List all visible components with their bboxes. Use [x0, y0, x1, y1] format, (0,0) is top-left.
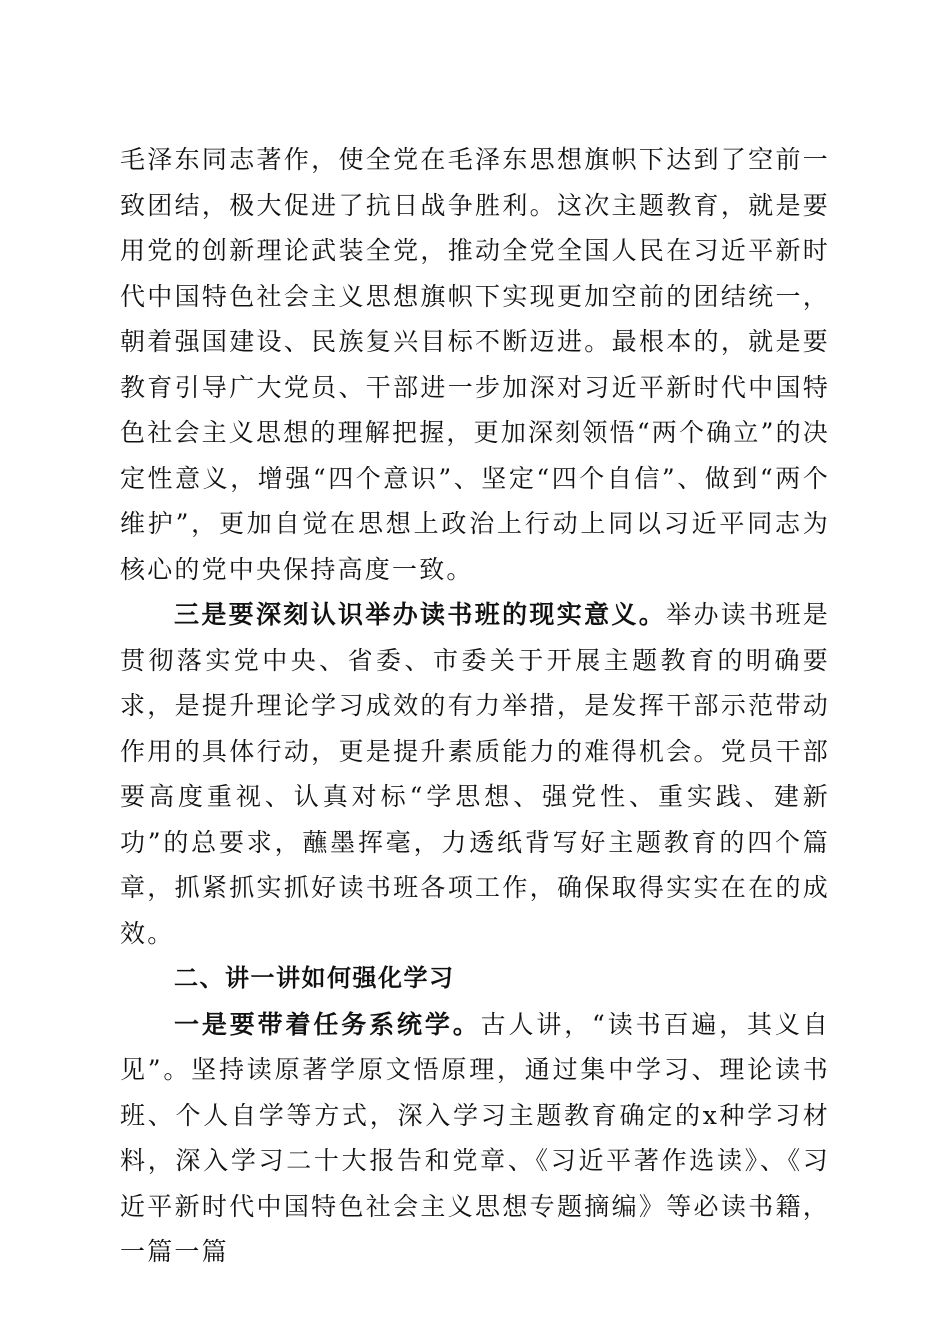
paragraph-lead: 一是要带着任务系统学。 — [174, 1009, 481, 1039]
paragraph-text: 举办读书班是贯彻落实党中央、省委、市委关于开展主题教育的明确要求，是提升理论学习成效的有力举措，是发挥干部示范带动作用的具体行动，更是提升素质能力的难得机会。党员干部要高度重视、认真对标“学思想、强党性、重实践、建新功”的总要求，蘸墨挥毫，力透纸背写好主题教育的四个篇章，抓紧抓实抓好读书班各项工作，确保取得实实在在的成效。 — [120, 600, 831, 948]
document-body — [120, 137, 830, 1275]
paragraph-continuation — [120, 137, 830, 592]
paragraph-text: 毛泽东同志著作，使全党在毛泽东思想旗帜下达到了空前一致团结，极大促进了抗日战争胜利。这次主题教育，就是要用党的创新理论武装全党，推动全党全国人民在习近平新时代中国特色社会主义思想旗帜下实现更加空前的团结统一，朝着强国建设、民族复兴目标不断迈进。最根本的，就是要教育引导广大党员、干部进一步加深对习近平新时代中国特色社会主义思想的理解把握，更加深刻领悟“两个确立”的决定性意义，增强“四个意识”、坚定“四个自信”、做到“两个维护”，更加自觉在思想上政治上行动上同以习近平同志为核心的党中央保持高度一致。 — [120, 145, 830, 584]
paragraph-lead: 三是要深刻认识举办读书班的现实意义。 — [174, 600, 667, 629]
paragraph-systematic-study — [120, 1002, 830, 1275]
section-heading: 二、讲一讲如何强化学习 — [174, 964, 455, 992]
paragraph-text: 古人讲，“读书百遍，其义自见”。坚持读原著学原文悟原理，通过集中学习、理论读书班、个人自学等方式，深入学习主题教育确定的x种学习材料，深入学习二十大报告和党章、《习近平著作选读》、《习近平新时代中国特色社会主义思想专题摘编》等必读书籍，一篇一篇 — [120, 1009, 830, 1266]
paragraph-reading-class-significance — [120, 592, 830, 956]
